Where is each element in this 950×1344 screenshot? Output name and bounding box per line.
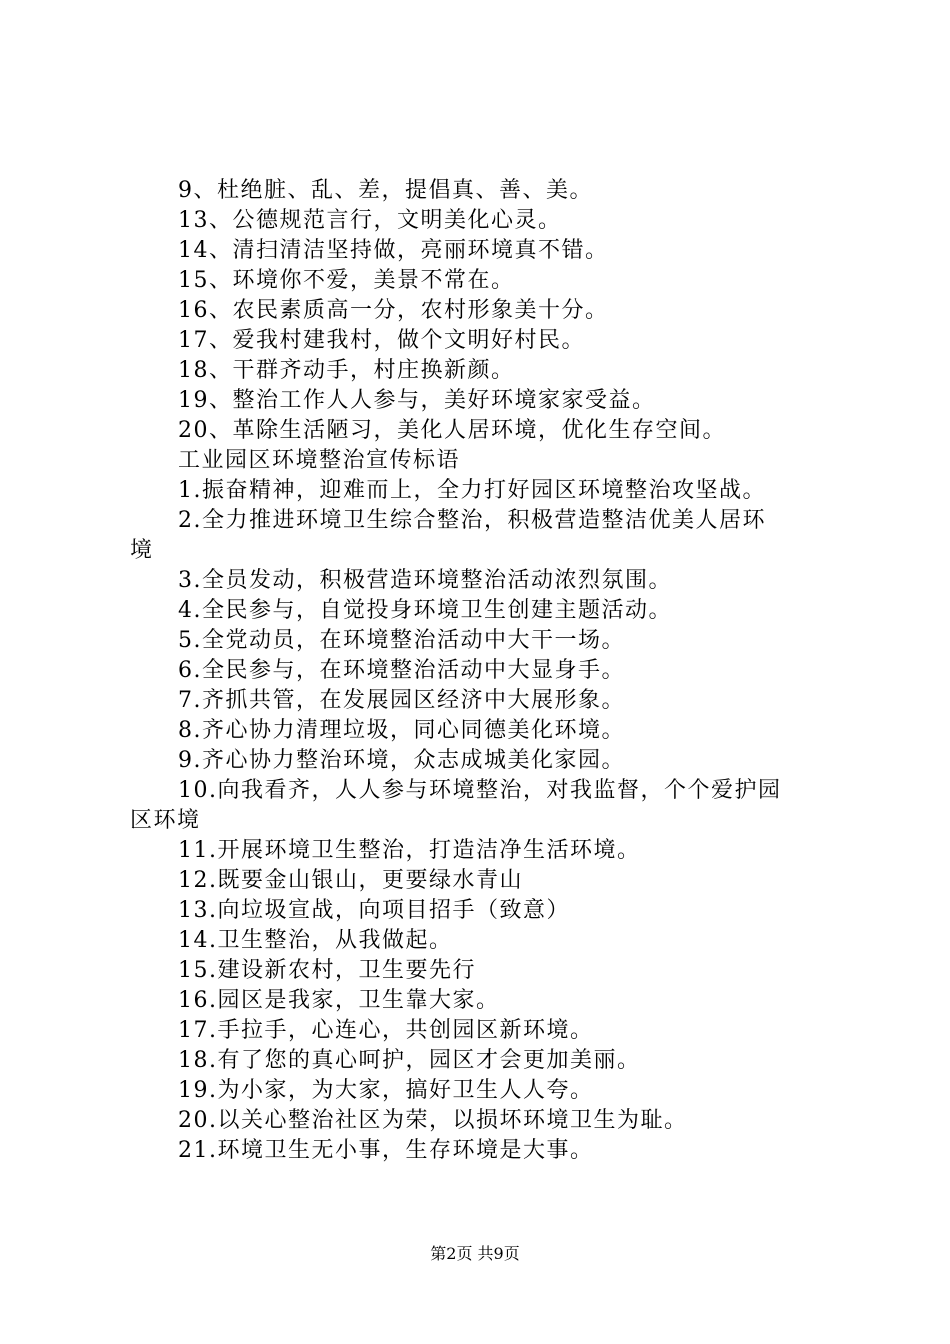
text-line: 20.以关心整治社区为荣，以损坏环境卫生为耻。 [178,1108,688,1133]
text-line: 4.全民参与，自觉投身环境卫生创建主题活动。 [178,598,672,623]
text-line: 9.齐心协力整治环境，众志成城美化家园。 [178,748,625,773]
text-line: 8.齐心协力清理垃圾，同心同德美化环境。 [178,718,625,743]
text-line: 19、整治工作人人参与，美好环境家家受益。 [178,388,656,413]
section-heading: 工业园区环境整治宣传标语 [178,448,461,473]
text-line: 18、干群齐动手，村庄换新颜。 [178,358,515,383]
text-line: 10.向我看齐，人人参与环境整治，对我监督，个个爱护园 [178,778,782,803]
text-line: 1.振奋精神，迎难而上，全力打好园区环境整治攻坚战。 [178,478,766,503]
text-line: 17、爱我村建我村，做个文明好村民。 [178,328,585,353]
text-line: 14、清扫清洁坚持做，亮丽环境真不错。 [178,238,609,263]
text-line: 15、环境你不爱，美景不常在。 [178,268,515,293]
text-line: 11.开展环境卫生整治，打造洁净生活环境。 [178,838,641,863]
page-footer: 第2页 共9页 [430,1244,520,1263]
text-line: 12.既要金山银山，更要绿水青山 [178,868,523,893]
text-line: 17.手拉手，心连心，共创园区新环境。 [178,1018,594,1043]
text-line: 13.向垃圾宣战，向项目招手（致意） [178,898,570,923]
text-line: 6.全民参与，在环境整治活动中大显身手。 [178,658,625,683]
text-line: 20、革除生活陋习，美化人居环境，优化生存空间。 [178,418,726,443]
text-line-continuation: 区环境 [130,808,201,833]
text-line: 19.为小家，为大家，搞好卫生人人夸。 [178,1078,594,1103]
text-line: 21.环境卫生无小事，生存环境是大事。 [178,1138,594,1163]
text-line: 15.建设新农村，卫生要先行 [178,958,476,983]
text-line: 7.齐抓共管，在发展园区经济中大展形象。 [178,688,625,713]
text-line: 18.有了您的真心呵护，园区才会更加美丽。 [178,1048,641,1073]
text-line: 16、农民素质高一分，农村形象美十分。 [178,298,609,323]
text-line: 16.园区是我家，卫生靠大家。 [178,988,500,1013]
document-body [130,176,830,1166]
text-line: 14.卫生整治，从我做起。 [178,928,453,953]
text-line: 3.全员发动，积极营造环境整治活动浓烈氛围。 [178,568,672,593]
text-line: 5.全党动员，在环境整治活动中大干一场。 [178,628,625,653]
text-line: 13、公德规范言行，文明美化心灵。 [178,208,562,233]
text-line: 2.全力推进环境卫生综合整治，积极营造整洁优美人居环 [178,508,766,533]
text-line-continuation: 境 [130,538,154,563]
text-line: 9、杜绝脏、乱、差，提倡真、善、美。 [178,178,593,203]
